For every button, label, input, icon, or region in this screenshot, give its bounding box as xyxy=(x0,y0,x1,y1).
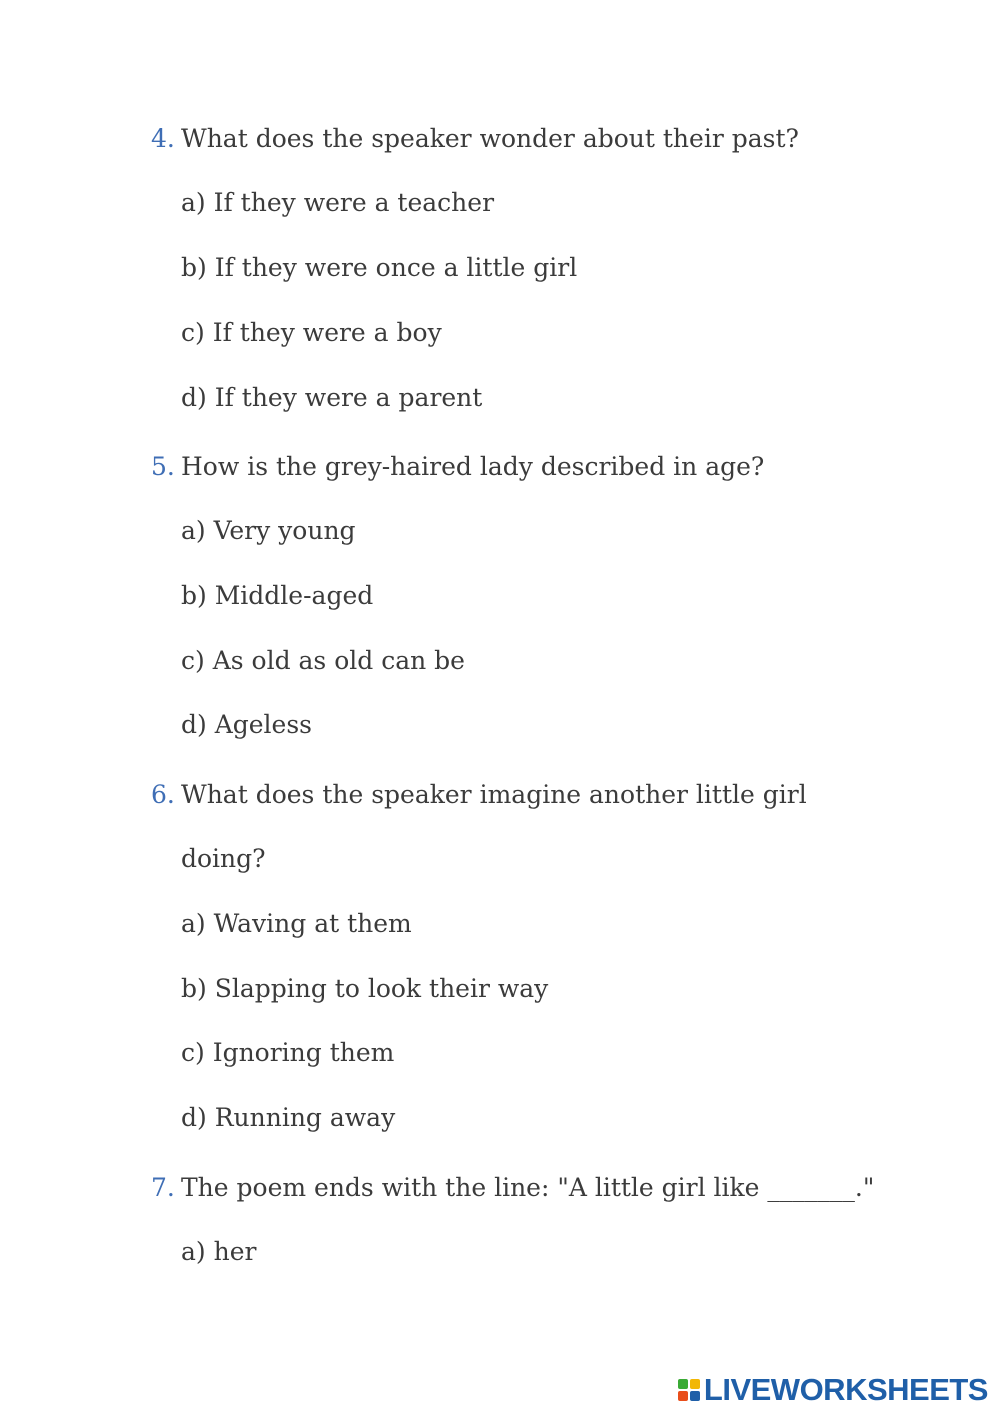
question-text: The poem ends with the line: "A little girl like _______." xyxy=(181,1173,875,1202)
question-number: 6. xyxy=(151,780,175,809)
option-5d[interactable]: d) Ageless xyxy=(181,710,313,739)
option-5a[interactable]: a) Very young xyxy=(181,516,356,545)
option-7a[interactable]: a) her xyxy=(181,1237,257,1266)
question-number: 5. xyxy=(151,452,175,481)
option-6d[interactable]: d) Running away xyxy=(181,1103,396,1132)
option-4d[interactable]: d) If they were a parent xyxy=(181,383,483,412)
question-text: How is the grey-haired lady described in age? xyxy=(181,452,765,481)
option-6c[interactable]: c) Ignoring them xyxy=(181,1038,395,1067)
logo-square-red xyxy=(678,1391,688,1401)
question-number: 4. xyxy=(151,124,175,153)
question-text: What does the speaker wonder about their past? xyxy=(181,124,799,153)
logo-text: LIVEWORKSHEETS xyxy=(703,1372,988,1407)
logo-square-blue xyxy=(690,1391,700,1401)
liveworksheets-logo xyxy=(678,1372,988,1408)
option-5c[interactable]: c) As old as old can be xyxy=(181,646,465,675)
logo-square-yellow xyxy=(690,1379,700,1389)
option-4b[interactable]: b) If they were once a little girl xyxy=(181,253,578,282)
option-5b[interactable]: b) Middle-aged xyxy=(181,581,374,610)
option-4a[interactable]: a) If they were a teacher xyxy=(181,188,495,217)
question-6-continued: doing? xyxy=(181,844,266,873)
liveworksheets-logo-icon xyxy=(678,1379,700,1401)
option-4c[interactable]: c) If they were a boy xyxy=(181,318,442,347)
option-6a[interactable]: a) Waving at them xyxy=(181,909,412,938)
question-text: What does the speaker imagine another little girl xyxy=(181,780,807,809)
question-number: 7. xyxy=(151,1173,175,1202)
option-6b[interactable]: b) Slapping to look their way xyxy=(181,974,549,1003)
logo-square-green xyxy=(678,1379,688,1389)
